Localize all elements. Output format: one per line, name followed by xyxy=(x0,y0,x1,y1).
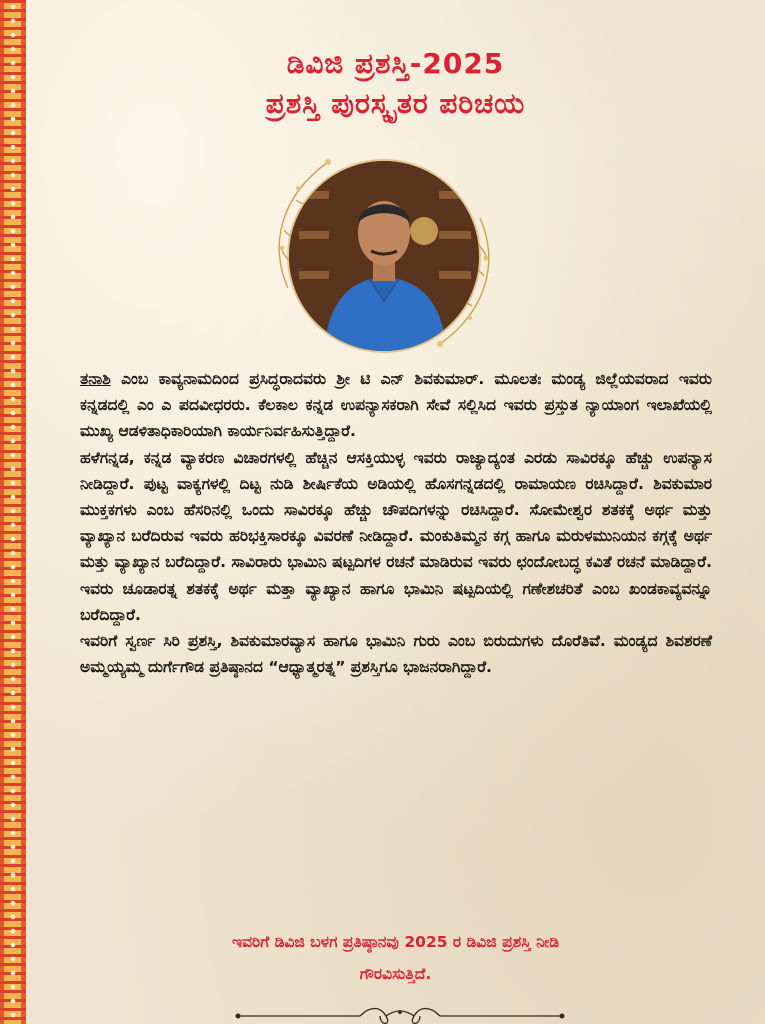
paragraph-1-text: ಎಂಬ ಕಾವ್ಯನಾಮದಿಂದ ಪ್ರಸಿದ್ಧರಾದವರು ಶ್ರೀ ಟಿ ಎನ್ ಶಿವಕುಮಾರ್. ಮೂಲತಃ ಮಂಡ್ಯ ಜಿಲ್ಲೆಯವರಾದ ಇವರು ಕನ್ನಡದಲ್ಲಿ ಎಂ ಎ ಪದವೀಧರರು. ಕೆಲಕಾಲ ಕನ್ನಡ ಉಪನ್ಯಾಸಕರಾಗಿ ಸೇವೆ ಸಲ್ಲಿಸಿದ ಇವರು ಪ್ರಸ್ತುತ ನ್ಯಾಯಾಂಗ ಇಲಾಖೆಯಲ್ಲಿ ಮುಖ್ಯ ಆಡಳಿತಾಧಿಕಾರಿಯಾಗಿ ಕಾರ್ಯನಿರ್ವಹಿಸುತ್ತಿದ್ದಾರೆ. xyxy=(80,370,712,441)
biography-paragraph-3: ಇವರಿಗೆ ಸ್ವರ್ಣ ಸಿರಿ ಪ್ರಶಸ್ತಿ, ಶಿವಕುಮಾರವ್ಯಾಸ ಹಾಗೂ ಭಾಮಿನಿ ಗುರು ಎಂಬ ಬಿರುದುಗಳು ದೊರೆತಿವೆ. ಮಂಡ್ಯದ ಶಿವಶರಣೆ ಅಮ್ಮಯ್ಯಮ್ಮ ದುರ್ಗೆಗೌಡ ಪ್ರತಿಷ್ಠಾನದ “ಆಧ್ಯಾತ್ಮರತ್ನ” ಪ್ರಶಸ್ತಿಗೂ ಭಾಜನರಾಗಿದ್ದಾರೆ. xyxy=(80,632,712,677)
awardee-photo xyxy=(289,161,479,351)
biography-paragraph-2: ಹಳೆಗನ್ನಡ, ಕನ್ನಡ ವ್ಯಾಕರಣ ವಿಚಾರಗಳಲ್ಲಿ ಹೆಚ್ಚಿನ ಆಸಕ್ತಿಯುಳ್ಳ ಇವರು ರಾಜ್ಯಾದ್ಯಂತ ಎರಡು ಸಾವಿರಕ್ಕೂ ಹೆಚ್ಚು ಉಪನ್ಯಾಸ ನೀಡಿದ್ದಾರೆ. ಪುಟ್ಟ ವಾಕ್ಯಗಳಲ್ಲಿ ದಿಟ್ಟ ನುಡಿ ಶೀರ್ಷಿಕೆಯ ಅಡಿಯಲ್ಲಿ ಹೊಸಗನ್ನಡದಲ್ಲಿ ರಾಮಾಯಣ ರಚಿಸಿದ್ದಾರೆ. ಶಿವಕುಮಾರ ಮುಕ್ತಕಗಳು ಎಂಬ ಹೆಸರಿನಲ್ಲಿ ಒಂದು ಸಾವಿರಕ್ಕೂ ಹೆಚ್ಚು ಚೌಪದಿಗಳನ್ನು ರಚಿಸಿದ್ದಾರೆ. ಸೋಮೇಶ್ವರ ಶತಕಕ್ಕೆ ಅರ್ಥ ಮತ್ತು ವ್ಯಾಖ್ಯಾನ ಬರೆದಿರುವ ಇವರು ಹರಿಭಕ್ತಿಸಾರಕ್ಕೂ ವಿವರಣೆ ನೀಡಿದ್ದಾರೆ. ಮಂಕುತಿಮ್ಮನ ಕಗ್ಗ ಹಾಗೂ ಮರುಳಮುನಿಯನ ಕಗ್ಗಕ್ಕೆ ಅರ್ಥ ಮತ್ತು ವ್ಯಾಖ್ಯಾನ ಬರೆದಿದ್ದಾರೆ. ಸಾವಿರಾರು ಭಾಮಿನಿ ಷಟ್ಪದಿಗಳ ರಚನೆ ಮಾಡಿರುವ ಇವರು ಛಂದೋಬದ್ಧ ಕವಿತೆ ರಚನೆ ಮಾಡಿದ್ದಾರೆ. ಇವರು ಚೂಡಾರತ್ನ ಶತಕಕ್ಕೆ ಅರ್ಥ ಮತ್ತಾ ವ್ಯಾಖ್ಯಾನ ಹಾಗೂ ಭಾಮಿನಿ ಷಟ್ಪದಿಯಲ್ಲಿ ಗಣೇಶಚರಿತೆ ಎಂಬ ಖಂಡಕಾವ್ಯವನ್ನೂ ಬರೆದಿದ್ದಾರೆ. xyxy=(80,448,713,624)
announcement-line-2: ಗೌರವಿಸುತ್ತಿದೆ. xyxy=(359,965,432,983)
portrait-frame xyxy=(268,148,500,358)
announcement-line-1: ಇವರಿಗೆ ಡಿವಿಜಿ ಬಳಗ ಪ್ರತಿಷ್ಠಾನವು 2025 ರ ಡಿವಿಜಿ ಪ್ರಶಸ್ತಿ ನೀಡಿ xyxy=(232,933,559,951)
page-subtitle: ಪ್ರಶಸ್ತಿ ಪುರಸ್ಕೃತರ ಪರಿಚಯ xyxy=(265,87,526,120)
page-title: ಡಿವಿಜಿ ಪ್ರಶಸ್ತಿ-2025 xyxy=(286,47,505,80)
biography-paragraph-1 xyxy=(80,366,712,445)
biography-text xyxy=(80,366,712,680)
decorative-border xyxy=(0,0,26,1024)
award-announcement xyxy=(26,926,765,990)
footer-ornament xyxy=(230,1004,570,1024)
pen-name: ತನಾಶಿ xyxy=(80,370,111,388)
page-header xyxy=(26,44,765,124)
